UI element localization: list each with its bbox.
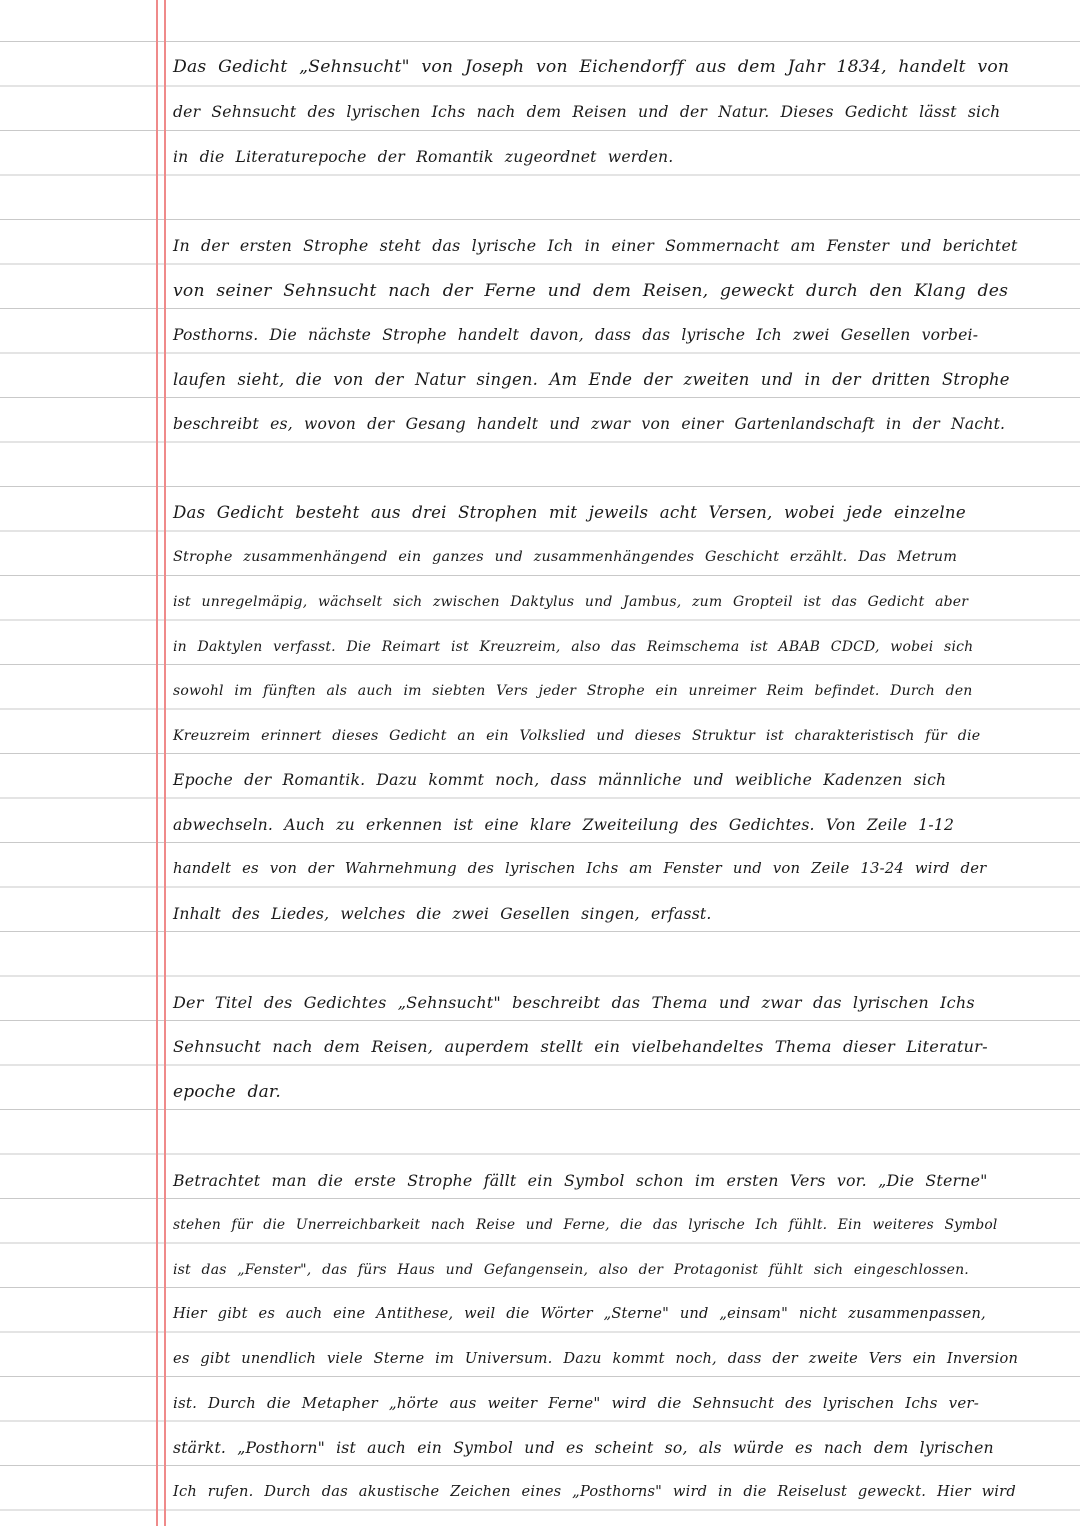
text-line: Inhalt des Liedes, welches die zwei Gesellen singen, erfasst. <box>173 905 712 923</box>
text-line: in Daktylen verfasst. Die Reimart ist Kreuzreim, also das Reimschema ist ABAB CDCD, wobei sich <box>173 639 974 655</box>
text-line: ist. Durch die Metapher „hörte aus weiter Ferne" wird die Sehnsucht des lyrischen Ichs ver- <box>173 1394 980 1412</box>
text-line: Ich rufen. Durch das akustische Zeichen eines „Posthorns" wird in die Reiselust geweckt. Hier wird <box>173 1483 1016 1500</box>
text-line: stehen für die Unerreichbarkeit nach Reise und Ferne, die das lyrische Ich fühlt. Ein weiteres Symbol <box>173 1217 998 1233</box>
text-line: in die Literaturepoche der Romantik zugeordnet werden. <box>173 148 674 166</box>
text-line: Epoche der Romantik. Dazu kommt noch, dass männliche und weibliche Kadenzen sich <box>173 771 947 789</box>
text-line: Kreuzreim erinnert dieses Gedicht an ein Volkslied und dieses Struktur ist charakteristisch für die <box>173 728 981 744</box>
text-line: Betrachtet man die erste Strophe fällt ein Symbol schon im ersten Vers vor. „Die Sterne" <box>173 1171 988 1190</box>
text-line: Sehnsucht nach dem Reisen, auperdem stellt ein vielbehandeltes Thema dieser Literatur- <box>173 1037 988 1056</box>
text-line: Das Gedicht besteht aus drei Strophen mit jeweils acht Versen, wobei jede einzelne <box>173 503 966 522</box>
text-line: Hier gibt es auch eine Antithese, weil die Wörter „Sterne" und „einsam" nicht zusammenpassen, <box>173 1305 986 1322</box>
text-line: ist unregelmäpig, wächselt sich zwischen Daktylus und Jambus, zum Gropteil ist das Gedicht aber <box>173 594 969 610</box>
text-line: stärkt. „Posthorn" ist auch ein Symbol und es scheint so, als würde es nach dem lyrischen <box>173 1439 994 1457</box>
margin-line-left <box>156 0 158 1526</box>
text-line: Das Gedicht „Sehnsucht" von Joseph von Eichendorff aus dem Jahr 1834, handelt von <box>173 57 1010 77</box>
text-line: es gibt unendlich viele Sterne im Universum. Dazu kommt noch, dass der zweite Vers ein Inversion <box>173 1350 1019 1367</box>
text-line: handelt es von der Wahrnehmung des lyrischen Ichs am Fenster und von Zeile 13-24 wird der <box>173 860 987 877</box>
text-line: von seiner Sehnsucht nach der Ferne und dem Reisen, geweckt durch den Klang des <box>173 281 1009 301</box>
margin-line-right <box>164 0 166 1526</box>
text-line: ist das „Fenster", das fürs Haus und Gefangensein, also der Protagonist fühlt sich eingeschlossen. <box>173 1262 969 1278</box>
text-line: Posthorns. Die nächste Strophe handelt davon, dass das lyrische Ich zwei Gesellen vorbei- <box>173 326 979 344</box>
text-line: abwechseln. Auch zu erkennen ist eine klare Zweiteilung des Gedichtes. Von Zeile 1-12 <box>173 816 955 834</box>
text-line: beschreibt es, wovon der Gesang handelt und zwar von einer Gartenlandschaft in der Nacht. <box>173 415 1006 433</box>
text-line: Strophe zusammenhängend ein ganzes und zusammenhängendes Geschicht erzählt. Das Metrum <box>173 549 958 565</box>
text-line: In der ersten Strophe steht das lyrische Ich in einer Sommernacht am Fenster und berichtet <box>173 236 1018 255</box>
text-line: sowohl im fünften als auch im siebten Vers jeder Strophe ein unreimer Reim befindet. Durch den <box>173 683 973 699</box>
text-line: laufen sieht, die von der Natur singen. Am Ende der zweiten und in der dritten Strophe <box>173 370 1010 389</box>
text-line: der Sehnsucht des lyrischen Ichs nach dem Reisen und der Natur. Dieses Gedicht lässt sich <box>173 103 1001 121</box>
text-line: epoche dar. <box>173 1082 281 1102</box>
text-line: Der Titel des Gedichtes „Sehnsucht" beschreibt das Thema und zwar das lyrischen Ichs <box>173 993 975 1012</box>
